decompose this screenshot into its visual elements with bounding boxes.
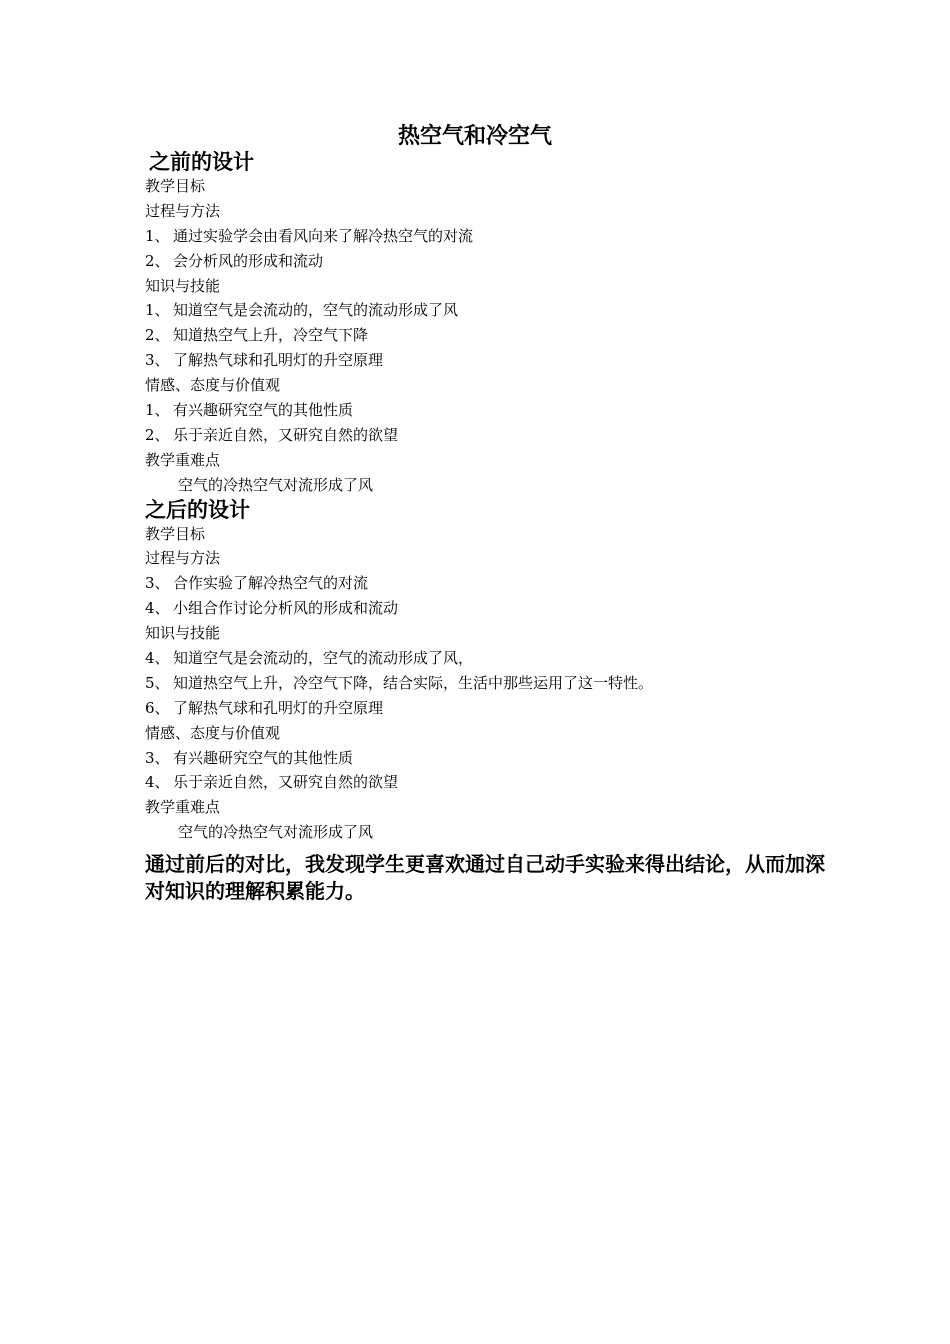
list-item-number: 3、: [145, 351, 170, 370]
process-label: 过程与方法: [145, 549, 221, 568]
conclusion-paragraph: 通过前后的对比，我发现学生更喜欢通过自己动手实验来得出结论，从而加深对知识的理解积累能力。: [145, 852, 825, 904]
list-item: [145, 224, 825, 249]
document-title: 热空气和冷空气: [397, 124, 552, 149]
goals-label: 教学目标: [145, 524, 206, 543]
key-points-text: 空气的冷热空气对流形成了风: [178, 475, 374, 494]
list-item-text: 知道热空气上升，冷空气下降: [173, 326, 369, 345]
knowledge-label: 知识与技能: [145, 624, 221, 643]
list-item-text: 小组合作讨论分析风的形成和流动: [173, 599, 399, 618]
list-item-text: 了解热气球和孔明灯的升空原理: [173, 698, 384, 717]
list-item-text: 合作实验了解冷热空气的对流: [173, 574, 369, 593]
list-item: [145, 298, 825, 323]
list-item: [145, 770, 825, 795]
list-item: [145, 348, 825, 373]
list-item-text: 通过实验学会由看风向来了解冷热空气的对流: [173, 226, 474, 245]
list-item-text: 有兴趣研究空气的其他性质: [173, 748, 354, 767]
list-item-text: 有兴趣研究空气的其他性质: [173, 401, 354, 420]
attitude-label: 情感、态度与价值观: [145, 723, 281, 742]
key-points-text: 空气的冷热空气对流形成了风: [178, 823, 374, 842]
list-item: [145, 671, 825, 696]
list-item-number: 4、: [145, 773, 170, 792]
attitude-label: 情感、态度与价值观: [145, 376, 281, 395]
document-body: [145, 150, 825, 905]
list-item-number: 1、: [145, 301, 170, 320]
list-item-number: 6、: [145, 698, 170, 717]
list-item-number: 4、: [145, 599, 170, 618]
list-item-text: 知道空气是会流动的，空气的流动形成了风: [173, 301, 459, 320]
list-item: [145, 249, 825, 274]
list-item-text: 乐于亲近自然，又研究自然的欲望: [173, 425, 399, 444]
list-item-text: 乐于亲近自然，又研究自然的欲望: [173, 773, 399, 792]
list-item-text: 知道空气是会流动的，空气的流动形成了风，: [173, 649, 474, 668]
list-item-text: 会分析风的形成和流动: [173, 251, 324, 270]
list-item: [145, 571, 825, 596]
list-item-number: 1、: [145, 226, 170, 245]
list-item: [145, 423, 825, 448]
list-item-text: 知道热空气上升，冷空气下降，结合实际，生活中那些运用了这一特性。: [173, 673, 654, 692]
section-heading-before: 之前的设计: [149, 150, 254, 174]
knowledge-label: 知识与技能: [145, 276, 221, 295]
section-heading-after: 之后的设计: [145, 497, 250, 522]
list-item-number: 2、: [145, 326, 170, 345]
list-item-number: 3、: [145, 574, 170, 593]
list-item: [145, 596, 825, 621]
list-item-number: 4、: [145, 649, 170, 668]
list-item: [145, 398, 825, 423]
list-item: [145, 746, 825, 771]
list-item: [145, 646, 825, 671]
list-item-number: 2、: [145, 251, 170, 270]
list-item-number: 5、: [145, 673, 170, 692]
list-item-number: 1、: [145, 401, 170, 420]
list-item: [145, 323, 825, 348]
list-item: [145, 696, 825, 721]
process-label: 过程与方法: [145, 201, 221, 220]
list-item-number: 3、: [145, 748, 170, 767]
list-item-number: 2、: [145, 425, 170, 444]
key-points-label: 教学重难点: [145, 450, 221, 469]
goals-label: 教学目标: [145, 177, 206, 195]
key-points-label: 教学重难点: [145, 798, 221, 817]
list-item-text: 了解热气球和孔明灯的升空原理: [173, 351, 384, 370]
